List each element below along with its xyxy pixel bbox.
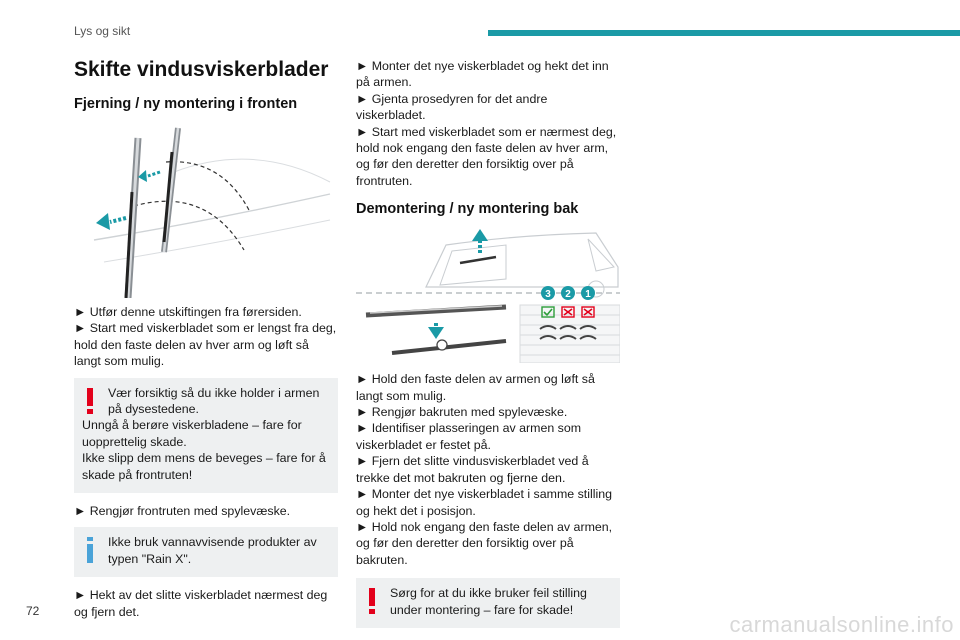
warning-line-4: uopprettelig skade. (82, 434, 187, 449)
rear-warning-line-1: Sørg for at du ikke bruker feil stilling (390, 586, 587, 601)
section-label: Lys og sikt (74, 24, 131, 38)
info-icon (84, 535, 96, 565)
warning-line-3: Unngå å berøre viskerbladene – fare for (82, 418, 302, 433)
front-step-6: ► Gjenta prosedyren for det andre viskerbladet. (356, 91, 548, 123)
rear-step-3: ► Identifiser plasseringen av armen som viskerbladet er festet på. (356, 421, 582, 452)
right-column (356, 58, 620, 638)
info-line-2: typen "Rain X". (108, 551, 192, 566)
rear-step-1: ► Hold den faste delen av armen og løft så langt som mulig. (356, 372, 595, 403)
rear-warning-line-2: under montering – fare for skade! (390, 602, 574, 617)
front-wiper-illustration (74, 122, 338, 298)
position-badge-3: 3 (545, 289, 551, 301)
front-step-3: ► Rengjør frontruten med spylevæske. (74, 504, 291, 519)
warning-exclamation-icon (366, 586, 378, 616)
rear-wiper-illustration (356, 227, 620, 363)
rear-section-heading: Demontering / ny montering bak (356, 201, 579, 218)
page-title: Skifte vindusviskerblader (74, 58, 329, 81)
watermark-logo: carmanualsonline.info (729, 612, 954, 637)
info-line-1: Ikke bruk vannavvisende produkter av (108, 535, 317, 550)
accent-bar (488, 30, 960, 36)
front-section-heading: Fjerning / ny montering i fronten (74, 96, 298, 112)
front-step-4: ► Hekt av det slitte viskerbladet nærmest deg og fjern det. (74, 588, 328, 619)
page-number: 72 (26, 604, 40, 618)
position-badge-1: 1 (585, 289, 591, 301)
warning-line-1: Vær forsiktig så du ikke holder i armen (108, 385, 320, 400)
warning-line-6: skade på frontruten! (82, 467, 193, 482)
rear-step-2: ► Rengjør bakruten med spylevæske. (356, 405, 568, 420)
position-badge-2: 2 (565, 289, 571, 301)
rear-step-6: ► Hold nok engang den faste delen av armen, og før den deretter den forsiktig over på bakruten. (356, 519, 613, 567)
left-column (74, 52, 338, 620)
warning-line-5: Ikke slipp dem mens de beveges – fare for å (82, 451, 326, 466)
warning-box-rear (356, 578, 620, 628)
front-step-7: ► Start med viskerbladet som er nærmest deg, hold nok engang den faste delen av hver arm, og før den deretter den forsiktig over på frontruten. (356, 124, 617, 188)
warning-exclamation-icon (84, 386, 96, 416)
warning-line-2: på dysestedene. (108, 402, 199, 417)
rear-step-5: ► Monter det nye viskerbladet i samme stilling og hekt det i posisjon. (356, 487, 613, 518)
front-step-1: ► Utfør denne utskiftingen fra førersiden. (74, 305, 302, 319)
warning-box-front (74, 378, 338, 493)
rear-step-4: ► Fjern det slitte vindusviskerbladet ved å trekke det mot bakruten og fjerne den. (356, 454, 589, 485)
front-step-2: ► Start med viskerbladet som er lengst fra deg, hold den faste delen av hver arm og løft så langt som mulig. (74, 321, 337, 369)
front-step-5: ► Monter det nye viskerbladet og hekt det inn på armen. (356, 59, 609, 90)
info-box-front (74, 527, 338, 577)
